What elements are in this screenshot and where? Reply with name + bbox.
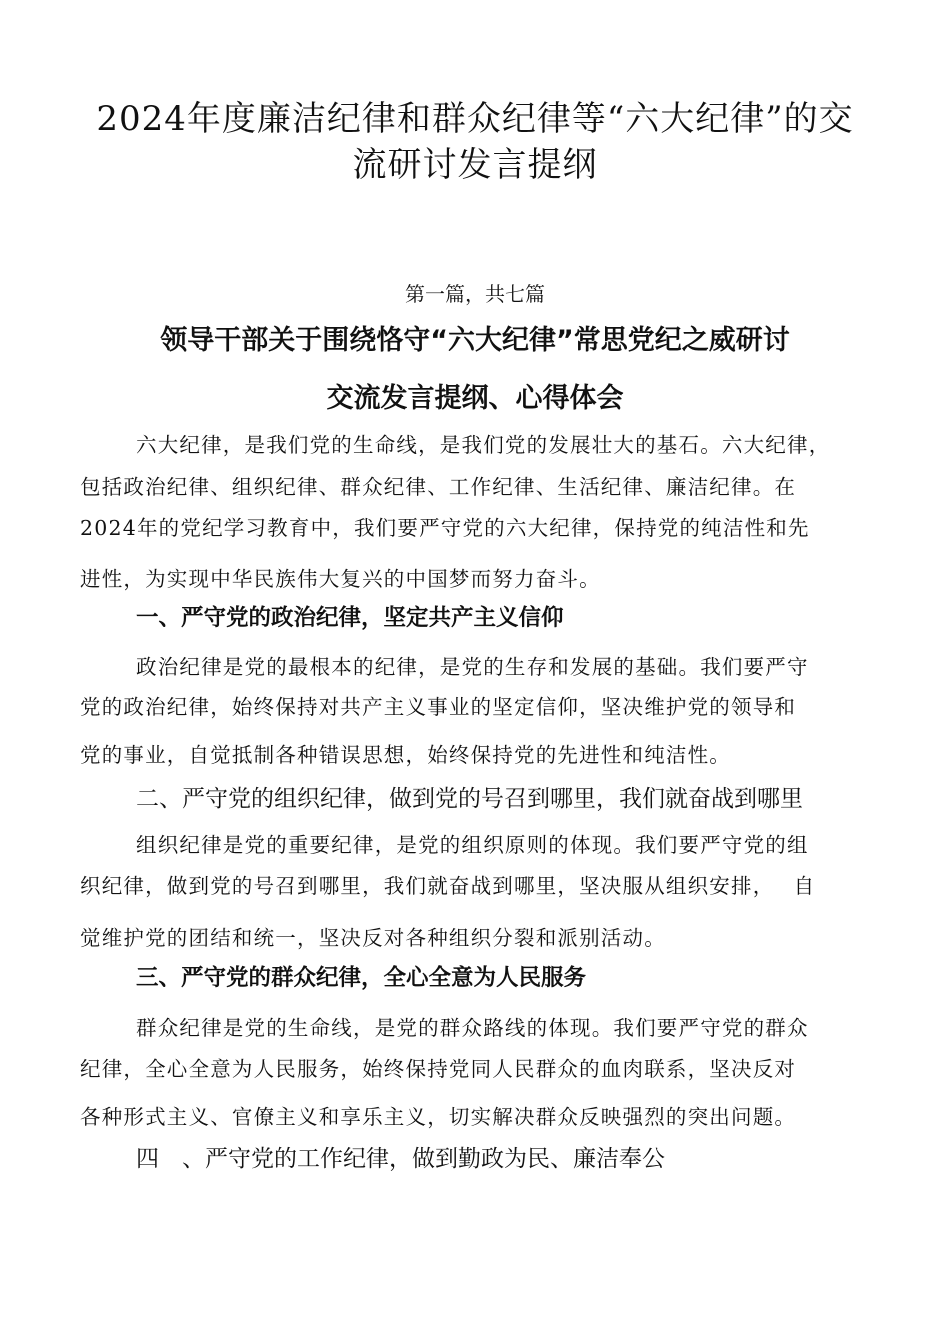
- intro-line: 六大纪律，是我们党的生命线，是我们党的发展壮大的基石。六大纪律，: [136, 433, 831, 457]
- section-heading: 三、严守党的群众纪律，全心全意为人民服务: [136, 965, 587, 991]
- intro-line: 2024年的党纪学习教育中，我们要严守党的六大纪律，保持党的纯洁性和先: [80, 516, 810, 540]
- section-heading: 四 、严守党的工作纪律，做到勤政为民、廉洁奉公: [136, 1146, 665, 1172]
- part-label: 第一篇，共七篇: [405, 282, 545, 306]
- article-title-line: 交流发言提纲、心得体会: [326, 383, 624, 414]
- document-title-line: 2024年度廉洁纪律和群众纪律等“六大纪律”的交: [96, 99, 854, 139]
- section-line: 组织纪律是党的重要纪律，是党的组织原则的体现。我们要严守党的组: [136, 833, 809, 857]
- section-line: 纪律，全心全意为人民服务，始终保持党同人民群众的血肉联系，坚决反对: [80, 1057, 797, 1081]
- intro-line: 进性，为实现中华民族伟大复兴的中国梦而努力奋斗。: [80, 567, 601, 591]
- document-title: [80, 96, 870, 188]
- section-line: 党的事业，自觉抵制各种错误思想，始终保持党的先进性和纯洁性。: [80, 743, 731, 767]
- section-line: 群众纪律是党的生命线，是党的群众路线的体现。我们要严守党的群众: [136, 1016, 809, 1040]
- section-heading: 一、严守党的政治纪律，坚定共产主义信仰: [136, 605, 564, 631]
- section-line: 觉维护党的团结和统一，坚决反对各种组织分裂和派别活动。: [80, 926, 666, 950]
- document-title-line: 流研讨发言提纲: [352, 145, 598, 185]
- section-line: 织纪律，做到党的号召到哪里，我们就奋战到哪里，坚决服从组织安排， 自: [80, 874, 816, 898]
- intro-line: 包括政治纪律、组织纪律、群众纪律、工作纪律、生活纪律、廉洁纪律。在: [80, 475, 797, 499]
- section-line: 党的政治纪律，始终保持对共产主义事业的坚定信仰，坚决维护党的领导和: [80, 695, 797, 719]
- section-heading: 二、严守党的组织纪律，做到党的号召到哪里，我们就奋战到哪里: [136, 786, 803, 812]
- article-title-line: 领导干部关于围绕恪守“六大纪律”常思党纪之威研讨: [160, 325, 790, 356]
- section-line: 政治纪律是党的最根本的纪律，是党的生存和发展的基础。我们要严守: [136, 655, 809, 679]
- section-line: 各种形式主义、官僚主义和享乐主义，切实解决群众反映强烈的突出问题。: [80, 1105, 797, 1129]
